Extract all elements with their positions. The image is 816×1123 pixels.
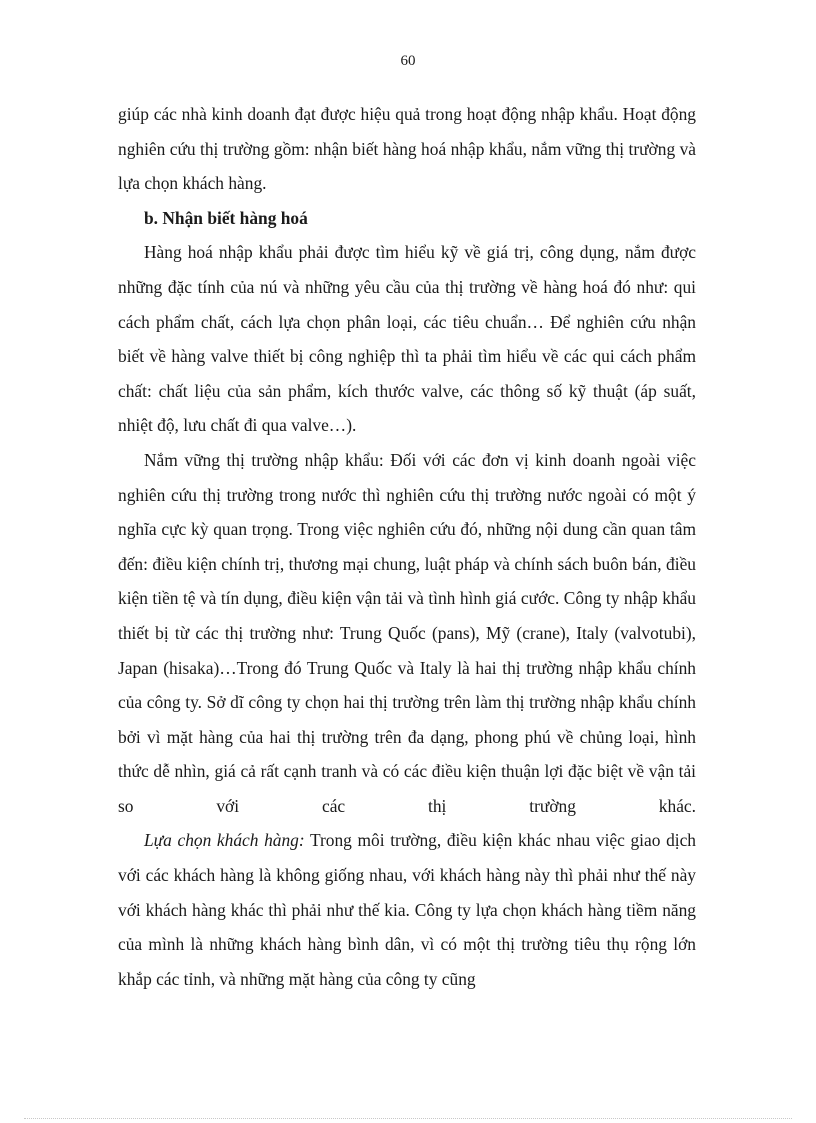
page-bottom-divider — [24, 1118, 792, 1119]
paragraph-product-knowledge: Hàng hoá nhập khẩu phải được tìm hiểu kỹ về giá trị, công dụng, nắm được những đặc tính của nú và những yêu cầu của thị trường về hàng hoá đó như: qui cách phẩm chất, cách lựa chọn phân loại, các tiêu chuẩn… Để nghiên cứu nhận biết về hàng valve thiết bị công nghiệp thì ta phải tìm hiểu về các qui cách phẩm chất: chất liệu của sản phẩm, kích thước valve, các thông số kỹ thuật (áp suất, nhiệt độ, lưu chất đi qua valve…). — [118, 242, 696, 436]
document-body — [118, 97, 696, 996]
customer-selection-lead: Lựa chọn khách hàng: — [144, 830, 305, 851]
paragraph-intro: giúp các nhà kinh doanh đạt được hiệu quả trong hoạt động nhập khẩu. Hoạt động nghiên cứu thị trường gồm: nhận biết hàng hoá nhập khẩu, nắm vững thị trường và lựa chọn khách hàng. — [118, 104, 696, 194]
customer-selection-text: Trong môi trường, điều kiện khác nhau việc giao dịch với các khách hàng là không giống nhau, với khách hàng này thì phải như thế này với khách hàng khác thì phải như thế kia. Công ty lựa chọn khách hàng tiềm năng của mình là những khách hàng bình dân, vì có một thị trường tiêu thụ rộng lớn khắp các tỉnh, và những mặt hàng của công ty cũng — [118, 830, 697, 989]
paragraph-import-market: Nắm vững thị trường nhập khẩu: Đối với các đơn vị kinh doanh ngoài việc nghiên cứu thị trường trong nước thì nghiên cứu thị trường nước ngoài có một ý nghĩa cực kỳ quan trọng. Trong việc nghiên cứu đó, những nội dung cần quan tâm đến: điều kiện chính trị, thương mại chung, luật pháp và chính sách buôn bán, điều kiện tiền tệ và tín dụng, điều kiện vận tải và tình hình giá cước. Công ty nhập khẩu thiết bị từ các thị trường như: Trung Quốc (pans), Mỹ (crane), Italy (valvotubi), Japan (hisaka)…Trong đó Trung Quốc và Italy là hai thị trường nhập khẩu chính của công ty. Sở dĩ công ty chọn hai thị trường trên làm thị trường nhập khẩu chính bởi vì mặt hàng của hai thị trường trên đa dạng, phong phú về chủng loại, hình thức dễ nhìn, giá cả rất cạnh tranh và có các điều kiện thuận lợi đặc biệt về vận tải so với các thị trường khác. — [118, 449, 696, 816]
section-heading: b. Nhận biết hàng hoá — [144, 207, 308, 228]
page-number: 60 — [400, 53, 416, 69]
paragraph-customer-selection — [118, 823, 696, 996]
